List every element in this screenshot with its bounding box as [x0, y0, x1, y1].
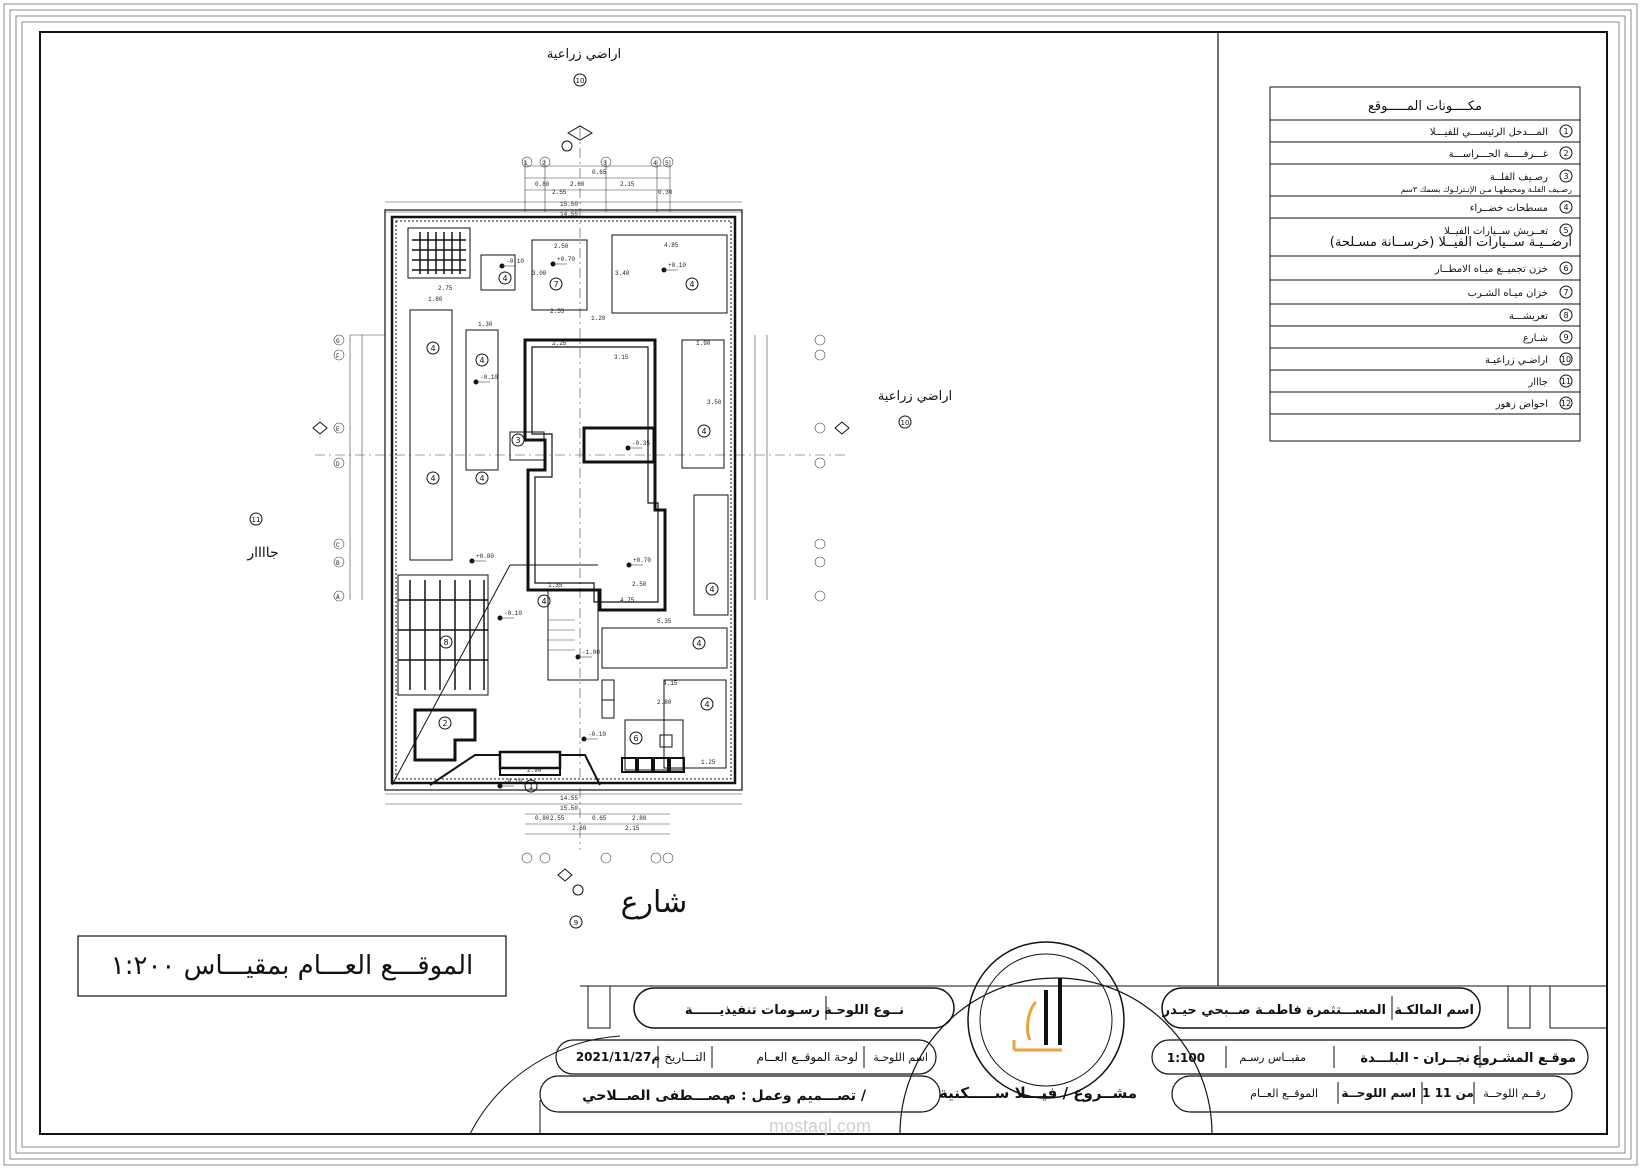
dim-label: 0.80 — [535, 815, 550, 822]
area-tag: 6 — [633, 734, 639, 743]
legend-item-text: احواض زهور — [1495, 399, 1548, 410]
level-label: +0.10 — [668, 262, 687, 269]
dim-label: 15.50 — [560, 805, 579, 812]
room-dim: 1.30 — [478, 321, 493, 328]
area-tag: 4 — [701, 427, 707, 436]
legend-item-text: تعــريش ســيارات الفيــلا — [1444, 226, 1548, 237]
grid-bubble-label: D — [336, 461, 340, 468]
sheet-name2-value: الموقــع العــام — [1250, 1087, 1318, 1100]
legend-item-text: خزن تجميــع ميـاه الامطــار — [1434, 264, 1548, 275]
area-tag: 4 — [704, 700, 710, 709]
north-label: اراضي زراعية — [546, 47, 622, 62]
level-label: -0.35 — [632, 440, 651, 447]
drawing-title: الموقـــع العـــام بمقيـــاس ١:٢٠٠ — [110, 951, 474, 981]
room-dim: 2.75 — [438, 285, 453, 292]
owner-label: اسم المالكـة — [1394, 1003, 1474, 1018]
area-tag: 4 — [709, 585, 715, 594]
area-tag: 4 — [479, 356, 485, 365]
grid-bubble-label: 5 — [665, 160, 669, 167]
area-tag: 3 — [515, 436, 521, 445]
location-label: موقـع المشـروع — [1472, 1051, 1576, 1066]
area-tag: 4 — [430, 474, 436, 483]
drawing-title-box — [78, 936, 506, 996]
dim-label: 0.65 — [592, 815, 607, 822]
pergola-top — [408, 228, 470, 278]
room-dim: 2.55 — [550, 308, 565, 315]
legend-number: 8 — [1563, 311, 1569, 320]
legend-number: 9 — [1563, 333, 1569, 342]
designer-label: تصـــميم وعمل : م / — [725, 1088, 866, 1104]
project-title: مشــروع / فيـــلا ســـــكنية — [938, 1084, 1138, 1102]
grid-bubble-label: 1 — [524, 160, 528, 167]
room-dimension-labels — [428, 242, 722, 774]
top-dimensions — [385, 160, 742, 218]
location-value: نجــران - البلـــدة — [1360, 1051, 1470, 1066]
area-tag: 4 — [689, 280, 695, 289]
grid-bubble-label: G — [336, 338, 340, 345]
room-dim: 1.35 — [548, 582, 563, 589]
sheet-number-value: 1 من 11 — [1422, 1086, 1474, 1100]
room-dim: 5.35 — [657, 618, 672, 625]
sheet-name-value: لوحة الموقــع العــام — [756, 1050, 858, 1064]
level-markers — [470, 256, 687, 789]
level-label: -0.10 — [506, 258, 525, 265]
level-label: +0.00 — [476, 553, 495, 560]
level-label: -0.10 — [588, 731, 607, 738]
room-dim: 3.00 — [532, 270, 547, 277]
sheet-type-value: رسـومات تنفيذيــــــة — [684, 1003, 820, 1018]
east-ref: 10 — [900, 419, 910, 427]
room-dim: 1.90 — [696, 340, 711, 347]
room-dim: 3.15 — [614, 354, 629, 361]
site-details — [430, 590, 684, 785]
legend-item-text: اراضـي زراعيـة — [1484, 355, 1548, 366]
area-tag: 4 — [541, 597, 547, 606]
west-label: جاااار — [247, 545, 279, 561]
room-dim: 3.40 — [615, 270, 630, 277]
grid-bubble-label: B — [336, 560, 340, 567]
legend-item-subtext: أرضــيـة ســيارات الفيــلا (خرســانة مسـلحة) — [1329, 235, 1572, 250]
area-tag: 4 — [502, 274, 508, 283]
area-tag: 2 — [442, 719, 448, 728]
sheet-name2-label: اسم اللوحــة — [1341, 1086, 1416, 1100]
sheet-type-label: نــوع اللوحـة — [824, 1003, 904, 1018]
room-dim: 4.85 — [664, 242, 679, 249]
level-label: -0.10 — [504, 610, 523, 617]
villa-footprint — [510, 340, 665, 610]
south-ref: 9 — [573, 919, 579, 927]
bottom-dimensions — [385, 794, 742, 895]
area-tag: 4 — [430, 344, 436, 353]
sheet-number-label: رقــم اللوحــة — [1483, 1087, 1546, 1100]
dim-label: 2.15 — [625, 825, 640, 832]
room-dim: 2.80 — [657, 699, 672, 706]
dim-label: 0.65 — [592, 169, 607, 176]
dim-label: 14.55 — [560, 795, 579, 802]
dim-label: 2.55 — [550, 815, 565, 822]
dim-label: 2.15 — [620, 181, 635, 188]
grid-bubble-label: 2 — [542, 160, 546, 167]
title-block — [470, 942, 1607, 1136]
legend-number: 12 — [1560, 399, 1572, 408]
legend-number: 5 — [1563, 226, 1569, 235]
sheet-name-label: اسم اللوحـة — [873, 1051, 928, 1064]
dim-label: 2.60 — [572, 825, 587, 832]
dim-label: 0.80 — [535, 181, 550, 188]
legend-number: 1 — [1563, 127, 1569, 136]
date-label: التـــاريخ — [664, 1050, 706, 1064]
legend-item-text: المـــدخل الرئيســـي للفيـــلا — [1429, 127, 1548, 138]
west-ref: 11 — [251, 516, 261, 524]
scale-label: مقيــاس رسـم — [1239, 1051, 1306, 1064]
south-label: شارع — [620, 885, 688, 920]
dim-label: 14.55 — [560, 211, 579, 218]
room-dim: 2.25 — [552, 340, 567, 347]
legend-number: 4 — [1563, 203, 1569, 212]
area-tag: 4 — [479, 474, 485, 483]
dim-label: 15.50 — [560, 201, 579, 208]
legend-number: 6 — [1563, 264, 1569, 273]
company-logo — [1014, 978, 1062, 1050]
owner-value: المســـتثمرة فاطمـة صــبحي حيـدر — [1162, 1003, 1386, 1018]
legend-item-text: تعريشـــة — [1509, 311, 1548, 322]
legend-item-text: غـــرفـــــة الحـــراســـة — [1448, 149, 1548, 160]
parking-pergola — [392, 565, 601, 785]
site-surroundings — [246, 47, 952, 928]
grid-left — [313, 335, 849, 601]
legend-item-text: رصـيف الفلــة — [1489, 172, 1548, 183]
legend-title: مكــــونات المـــــوقع — [1367, 99, 1483, 114]
legend-number: 10 — [1560, 355, 1572, 364]
designer-name: مصـــطفى الصــلاحي — [582, 1088, 730, 1104]
dim-label: 2.60 — [570, 181, 585, 188]
room-dim: 1.25 — [701, 759, 716, 766]
level-label: -0.10 — [504, 778, 523, 785]
area-tag: 7 — [553, 280, 559, 289]
area-tag: 4 — [696, 639, 702, 648]
dim-label: 0.30 — [658, 189, 673, 196]
legend-item-text: خزان ميـاه الشـرب — [1467, 288, 1548, 299]
grid-bubble-label: 4 — [653, 160, 657, 167]
site-plan — [313, 126, 849, 895]
area-number-tags — [427, 272, 718, 792]
legend-number: 7 — [1563, 288, 1569, 297]
logo-badge — [900, 942, 1212, 1134]
legend-number: 2 — [1563, 149, 1569, 158]
grid-bubble-label: F — [336, 353, 340, 360]
room-dim: 4.75 — [620, 597, 635, 604]
legend-item-text: مسطحات خضــراء — [1469, 203, 1548, 214]
green-areas — [410, 235, 728, 768]
legend-number: 3 — [1563, 172, 1569, 181]
room-dim: 4.15 — [663, 680, 678, 687]
level-label: -0.10 — [480, 374, 499, 381]
grid-bubble-label: C — [336, 542, 340, 549]
legend-table — [1270, 87, 1580, 441]
grid-bubble-label: A — [336, 594, 340, 601]
scale-value: 1:100 — [1166, 1051, 1206, 1065]
north-ref: 10 — [575, 77, 585, 85]
level-label: +0.70 — [633, 557, 652, 564]
room-dim: 1.80 — [428, 296, 443, 303]
room-dim: 1.20 — [591, 315, 606, 322]
level-label: -1.00 — [582, 649, 601, 656]
area-tag: 8 — [443, 638, 449, 647]
room-dim: 3.50 — [707, 399, 722, 406]
room-dim: 2.90 — [527, 767, 542, 774]
legend-item-text: شـارع — [1522, 333, 1548, 344]
dim-label: 2.55 — [552, 189, 567, 196]
legend-item-subtext: رصـيف الفلـة ومحيطهـا مـن الإنـترلـوك بسمك ٣سم — [1400, 185, 1572, 194]
level-label: +0.70 — [557, 256, 576, 263]
legend-number: 11 — [1560, 377, 1572, 386]
area-tag: 1 — [528, 782, 534, 791]
east-label: اراضي زراعية — [877, 389, 953, 404]
date-value: 2021/11/27م — [575, 1050, 661, 1064]
grid-bubble-label: E — [336, 426, 340, 433]
room-dim: 2.50 — [554, 243, 569, 250]
legend-item-text: جااار — [1528, 377, 1548, 388]
room-dim: 2.50 — [632, 581, 647, 588]
dim-label: 2.80 — [632, 815, 647, 822]
watermark: mostaql.com — [768, 1116, 872, 1136]
grid-bubble-label: 3 — [603, 160, 607, 167]
sheet-border — [4, 4, 1637, 1165]
